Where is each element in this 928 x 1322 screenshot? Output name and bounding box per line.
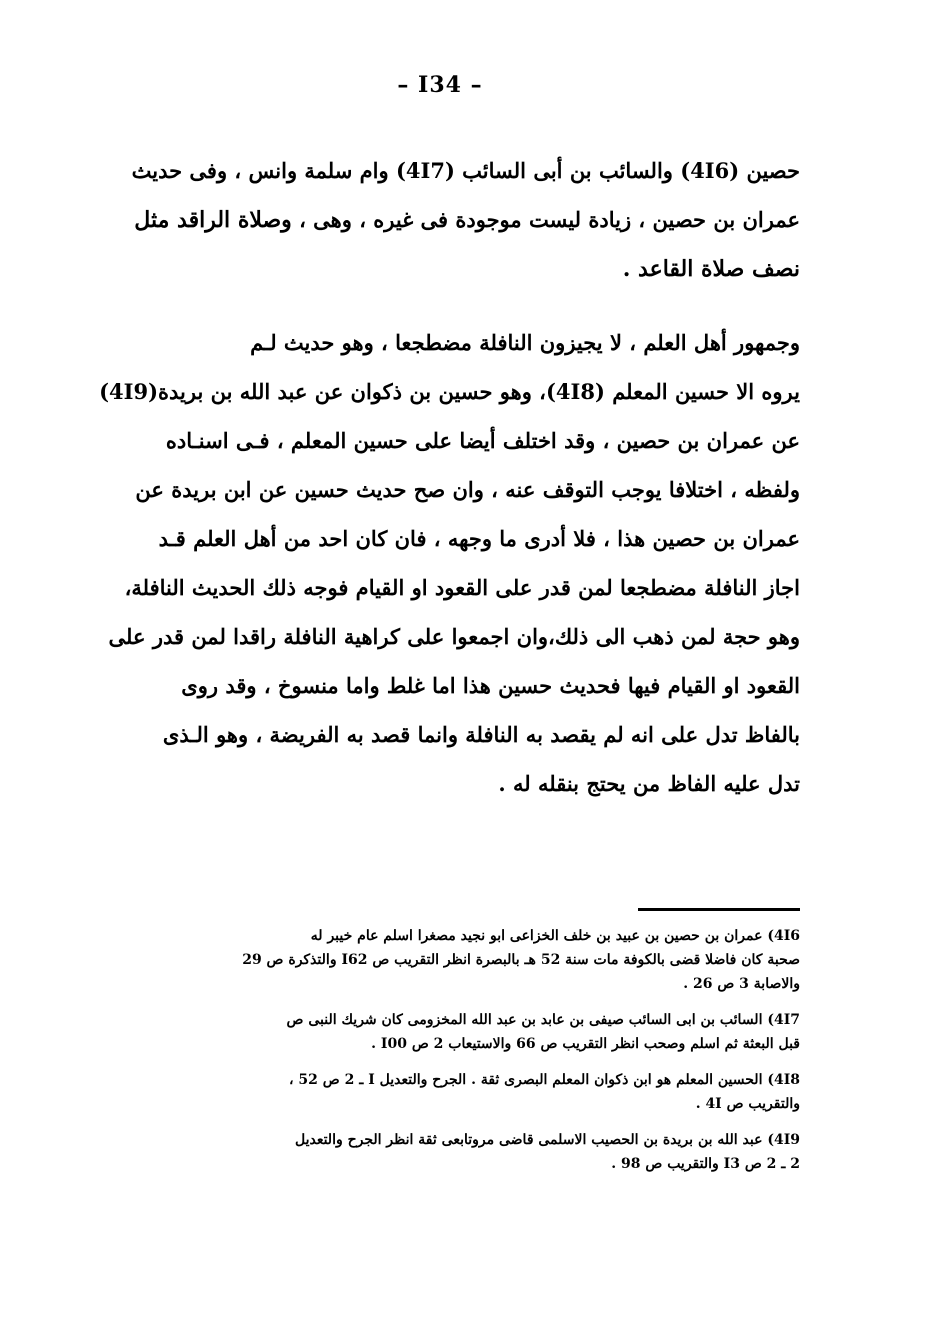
paragraph-2-line: عن عمران بن حصين ، وقد اختلف أيضا على حسين المعلم ، فـى اسنـاده [165,428,800,453]
paragraph-2-line: بالفاظ تدل على انه لم يقصد به النافلة وانما قصد به الفريضة ، وهو الـذى [162,722,800,747]
paragraph-1-line-2 [132,195,800,245]
footnotes [132,924,800,1188]
page-number: – I34 – [397,72,483,98]
footnote-line: 4I6) عمران بن حصين بن عبيد بن خلف الخزاعى ابو نجيد مصغرا اسلم عام خيبر له [310,928,800,944]
paragraph-2-line: القعود او القيام فيها فحديث حسين هذا اما غلط واما منسوخ ، وقد روى [181,673,800,698]
paragraph-2 [99,318,800,808]
emphasized-quote-part-2: نصف صلاة القاعد . [622,256,800,282]
paragraph-2-line: ولفظه ، اختلافا يوجب التوقف عنه ، وان صح حديث حسين عن ابن بريدة عن [135,477,800,502]
paragraph-2-line: وهو حجة لمن ذهب الى ذلك،وان اجمعوا على كراهية النافلة راقدا لمن قدر على [108,624,800,649]
footnote-line: 4I7) السائب بن ابى السائب صيفى بن عابد بن عبد الله المخزومى كان شريك النبى ص [286,1012,800,1028]
emphasized-quote-part-1: وصلاة الراقد مثل [134,207,292,233]
footnote-line: والتقريب ص 4I . [695,1096,800,1112]
paragraph-1 [132,146,800,294]
paragraph-2-line: اجاز النافلة مضطجعا لمن قدر على القعود او القيام فوجه ذلك الحديث النافلة، [124,575,800,600]
paragraph-1-line-1: حصين (4I6) والسائب بن أبى السائب (4I7) وام سلمة وانس ، وفى حديث [131,158,800,183]
footnote-separator-rule [638,908,800,911]
footnote-416 [132,924,800,996]
paragraph-2-line: عمران بن حصين هذا ، فلا أدرى ما وجهه ، فان كان احد من أهل العلم قـد [158,526,800,551]
paragraph-2-line: تدل عليه الفاظ من يحتج بنقله له . [498,771,800,796]
footnote-line: 2 ـ 2 ص I3 والتقريب ص 98 . [611,1156,800,1172]
footnote-line: 4I8) الحسين المعلم هو ابن ذكوان المعلم البصرى ثقة . الجرح والتعديل I ـ 2 ص 52 ، [289,1072,800,1088]
footnote-line: قبل البعثة ثم اسلم وصحب انظر التقريب ص 66 والاستيعاب 2 ص I00 . [371,1036,800,1052]
footnote-418 [132,1068,800,1116]
footnote-line: 4I9) عبد الله بن بريدة بن الحصيب الاسلمى قاضى مروتابعى ثقة انظر الجرح والتعديل [294,1132,800,1148]
paragraph-2-line: وجمهور أهل العلم ، لا يجيزون النافلة مضطجعا ، وهو حديث لـم [250,330,800,355]
paragraph-1-line-2-text: عمران بن حصين ، زيادة ليست موجودة فى غيره ، وهى ، [291,207,800,232]
paragraph-2-line: يروه الا حسين المعلم (4I8)، وهو حسين بن ذكوان عن عبد الله بن بريدة(4I9) [99,379,800,404]
footnote-417 [132,1008,800,1056]
footnote-419 [132,1128,800,1176]
footnote-line: والاصابة 3 ص 26 . [683,976,800,992]
footnote-line: صحبة كان فاضلا قضى بالكوفة مات سنة 52 هـ بالبصرة انظر التقريب ص I62 والتذكرة ص 29 [242,952,800,968]
